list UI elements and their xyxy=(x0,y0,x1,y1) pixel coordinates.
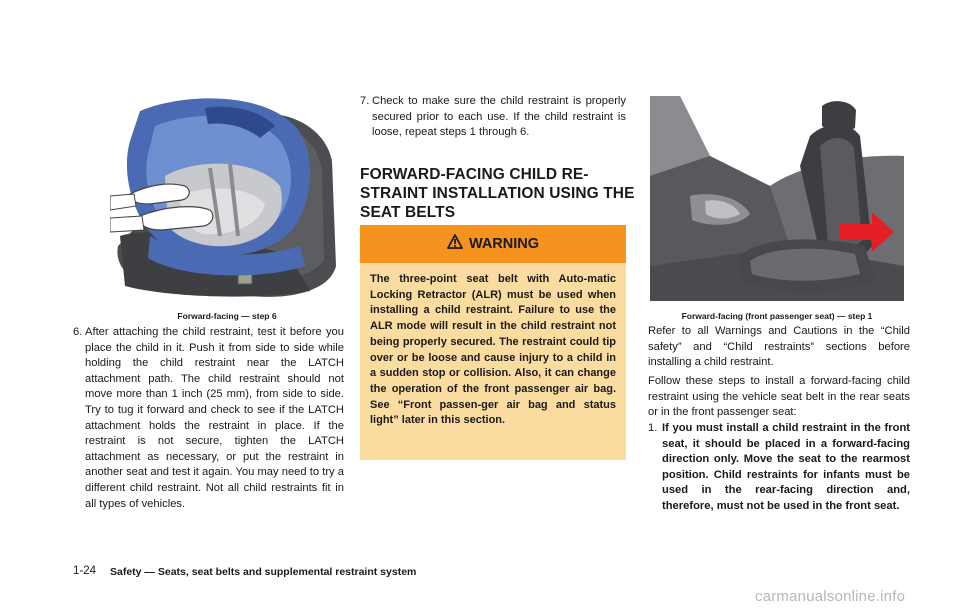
watermark: carmanualsonline.info xyxy=(755,588,906,605)
warning-text: The three-point seat belt with Auto-matic Locking Retractor (ALR) must be used when installing a child restraint. Failure to use the ALR mode will result in the child restraint not being properly secured. The restraint could tip over or be loose and cause injury to a child in a sudden stop or collision. Also, it can change the operation of the front passenger air bag. See “Front passen-ger air bag and status light” later in this section. xyxy=(370,273,616,427)
heading-line-3: SEAT BELTS xyxy=(360,204,456,221)
step-7-text: Check to make sure the child restraint is properly secured prior to each use. If the child restraint is loose, repeat steps 1 through 6. xyxy=(372,95,626,139)
heading-line-2: STRAINT INSTALLATION USING THE xyxy=(360,185,635,202)
warning-header xyxy=(360,225,626,263)
step-6-number: 6. xyxy=(73,326,83,338)
heading-line-1: FORWARD-FACING CHILD RE- xyxy=(360,166,589,183)
warning-box xyxy=(360,225,626,460)
intro-paragraph-2: Follow these steps to install a forward-facing child restraint using the vehicle seat belt in the rear seats or in the front passenger seat: xyxy=(648,375,910,419)
step-7 xyxy=(360,94,626,141)
section-title-footer: Safety — Seats, seat belts and supplemental restraint system xyxy=(110,566,417,578)
figure-caption-right: Forward-facing (front passenger seat) — step 1 xyxy=(681,311,873,321)
warning-triangle-icon xyxy=(447,234,463,254)
child-seat-illustration xyxy=(110,86,344,302)
section-heading xyxy=(360,165,640,222)
figure-caption-left: Forward-facing — step 6 xyxy=(177,311,277,321)
step-1-number: 1. xyxy=(648,422,658,434)
passenger-seat-illustration xyxy=(650,96,904,301)
warning-title: WARNING xyxy=(468,236,540,252)
step-1 xyxy=(648,421,910,515)
step-1-text: If you must install a child restraint in the front seat, it should be placed in a forward-facing direction only. Move the seat to the rearmost position. Child restraints for infants must be used in the rear-facing direction and, therefore, must not be used in the front seat. xyxy=(662,422,910,512)
step-6 xyxy=(73,325,344,512)
intro-paragraph-1: Refer to all Warnings and Cautions in the “Child safety” and “Child restraints” sections before installing a child restraint. xyxy=(648,325,910,369)
step-7-number: 7. xyxy=(360,95,370,107)
page-number: 1-24 xyxy=(73,565,97,577)
step-6-text: After attaching the child restraint, test it before you place the child in it. Push it from side to side while holding the child restraint near the LATCH attachment path. The child restraint should not move more than 1 inch (25 mm), from side to side. Try to tug it forward and check to see if the LATCH attachment holds the restraint in place. If the restraint is not secure, tighten the LATCH attachment as necessary, or put the restraint in another seat and test it again. You may need to try a different child restraint. Not all child restraints fit in all types of vehicles. xyxy=(85,326,344,510)
